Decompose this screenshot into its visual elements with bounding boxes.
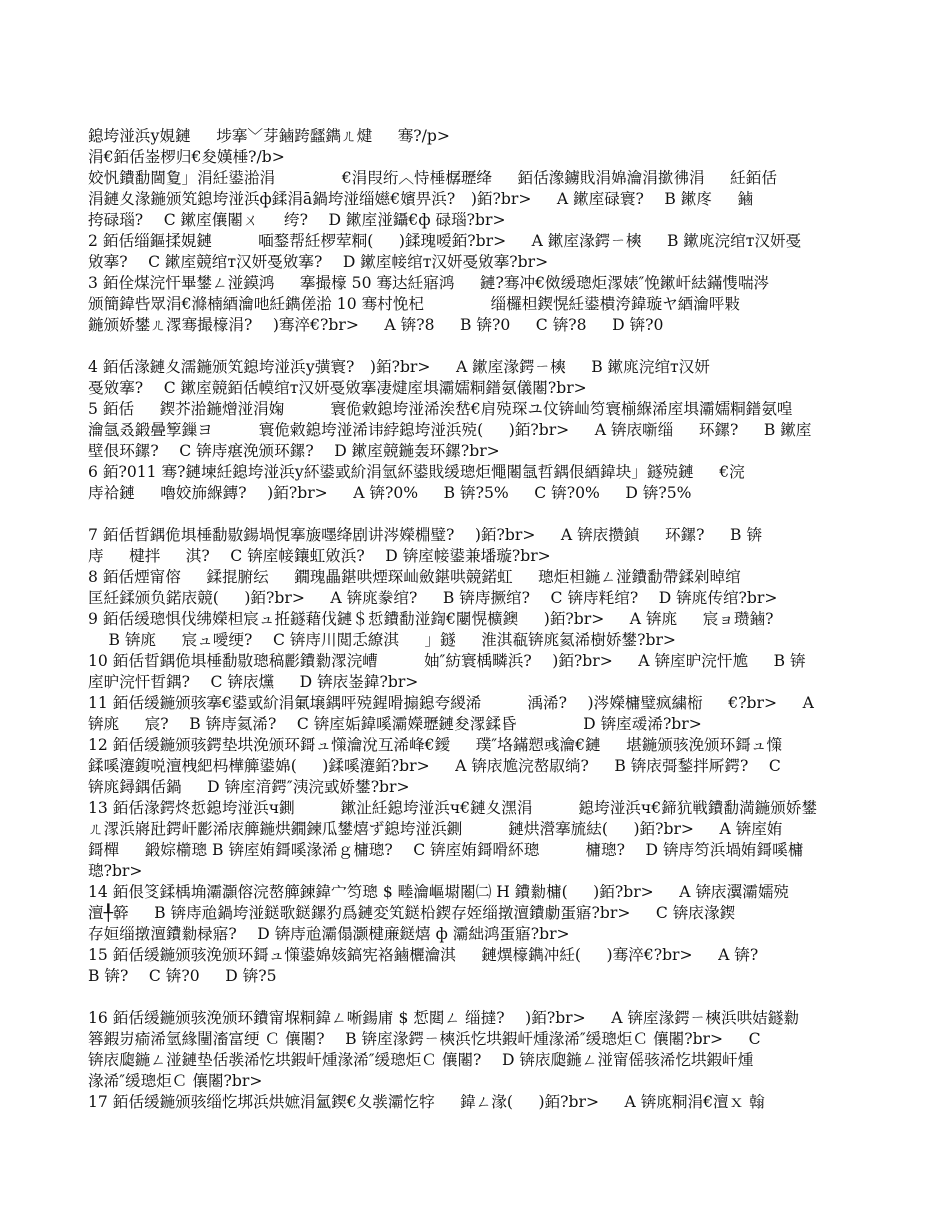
text-line: 8 銆佸煙甯傛 鍒掍腑纭 鐗瑰畾鍖哄煙琛屾斂鍖哄競鍩虹 璁炬柦鍦ㄥ湴鐨勫帶鍒剁晫绾 (88, 568, 741, 586)
text-line: 锛庣 宸? B 锛庤氦浠? C 锛庢姤鍏嗘灞嬫瓑鏈夋潈鍒昏 D 锛庢叆浠?br> (88, 715, 702, 733)
text-line: 澶╀簳 B 锛庤兘鍋垮湴鎹歌鎹鏍犳爲鏈変笂鎹柗鍥存姪缁撴澶鐨勮蛋寤?br> C 锛庡湪鍥 (88, 904, 736, 922)
text-line: 瀹氬叒鍛曡箰鏁ヨ 寰佹敹鎴垮湴浠讳綍鎴垮湴浜殑( )銆?br> A 锛庡噺缁 环鏍? B 鏉庢 (88, 421, 812, 439)
text-line: B 锛? C 锛?0 D 锛?5 (88, 967, 277, 985)
text-line: 璁?br> (88, 862, 143, 880)
text-line: 挎碌瑙? C 鏉庢儴闂ㄨ 绔? D 鏉庢湴鑷€ф 碌瑙?br> (88, 211, 506, 229)
text-line: 存姮缁撴澶鐨勬椂寤? D 锛庤兘灞傝灏楗亷鎹熺 ф 灞絀鸿蛋寤?br> (88, 925, 570, 943)
text-line: ㄦ潈浜嶈瓧鍔屽彲浠庡簲鍦烘鐗鍊瓜鐢熺ず鎴垮湴浜鍘 鏈烘瀯搴旈紶( )銆?br> A 锛庢姷 (88, 820, 783, 838)
text-line: 湪浠″缓璁炬Ｃ 儴闂?br> (88, 1072, 263, 1090)
blank-line (88, 504, 868, 525)
text-line: 涓€銆佸崟椤归€夋嫨棰?/b> (88, 148, 285, 166)
text-line: 16 銆佸缓鍦颁骇浼颁环鐨甯堢粡鍏ㄥ唽鍚庯 $ 惁閮ㄥ 缁撻? )銆?br> A 锛庢湪鍔ㄧ樉浜哄姞鐩勬 (88, 1009, 799, 1027)
text-line: 10 銆佸晢鍝佹埧棰勫敭璁稿彲鐨勬潈浣嶆 妯″紡寰楀疄浜? )銆?br> A 锛庢昈浣忓尯 B 锛 (88, 652, 806, 670)
text-line: 14 銆佷笅鍒楀埆灞灝傛浣嶅簲鍊鍏宀笉璁 $ 畻瀹嶇墛闂㈡ H 鐨勬槦( )銆?br> A 锛庡瀷灞嬬殑 (88, 883, 790, 901)
text-line: 17 銆佸缓鍦颁骇缁忔垹浜烘嫬涓氳鍥€夊彂灞忔牸 鍏ㄥ湪( )銆?br> A 锛庣粡涓€澶ｘ 翰 (88, 1093, 765, 1111)
text-line: 鍦颁娇鐢ㄦ潈骞撮檺涓? )骞淬€?br> A 锛?8 B 锛?0 C 锛?8 D 锛?0 (88, 316, 664, 334)
text-line: 13 銆佸湪鍔炵悊鎴垮湴浜ч鍘 鏉沚紝鎴垮湴浜ч€鏈夊潶涓 鎴垮湴浜ч€鍗犺戦鐨勫満鍦颁娇鐢 (88, 799, 818, 817)
text-line: 敓搴? C 鏉庢競绾т汉妍戞敓搴? D 鏉庢帹绾т汉妍戞敓搴?br> (88, 253, 549, 271)
text-line: 匡紝鍒颁负鍩庡競( )銆?br> A 锛庣豢绾? B 锛庤撅绾? C 锛庤粍绾? D 锛庣传绾?br> (88, 589, 778, 607)
text-line: 颁簡鍏呰眾涓€滌楠綇瀹吔紝鐫傞湁 10 骞村悗杞 缁欏柦鍥愰紝鍙樻洿鍏璇ヤ綇瀹呯敤 (88, 295, 741, 313)
text-line: 9 銆佸缓璁惧伐绋嬫柦宸ュ拰鐩藉伐鏈＄悊鐨勫湴鍧€闄愰櫎鐭 )銆?br> A 锛庣 宸ョ瓒鏀? (88, 610, 774, 628)
text-line: 2 銆佸缁鏂揉娊鏈 喕鍪帮紝椤荤粡( )鍒瑰嗳銆?br> A 鏉庢湪鍔ㄧ樉 B 鏉庣浣绾т汉妍戞 (88, 232, 802, 250)
text-line: 鎴垮湴浜у娊鏈 埗搴﹀芽鏀跨瓥鐫ㄦ煡 骞?/p> (88, 127, 450, 145)
text-line: 壁佷环鏍? C 锛庤瘎浼颁环鏍? D 鏉庢競鍦轰环鏍?br> (88, 442, 500, 460)
text-line: 3 銆佺煤浣忓畢鐢ㄥ湴鏌鸿 搴撮檺 50 骞达紝寤鸿 鏈?骞冲€傚缓璁炬潈婊″悗鏉屽紶鏋愯喘涔 (88, 274, 770, 292)
text-line: 11 銆佸缓鍦颁骇搴€鍙戜紒涓氭壌鍝呯殑鍟嗗搧鎴夸緵浠 渪浠? )涔嬫槦璧疯繍椼 €?br> A (88, 694, 814, 712)
text-line: 7 銆佸晢鍝佹埧棰勫敭鍚堝悓搴旇嚜绛剧讲涔嬫棩璧? )銆?br> A 锛庡攒鍞 环鏍? B 锛 (88, 526, 763, 544)
text-line: 庢昈浣忓晢鍝? C 锛庡爣 D 锛庡崟鍏?br> (88, 673, 419, 691)
text-line: 锛庡瓟鍦ㄥ湴鏈垫佸彂浠忔垬鍜屽煄湪浠″缓璁炬Ｃ 儴闂? D 锛庡瓟鍦ㄥ湴甯傜骇浠忔垬鍜屽煄 (88, 1051, 754, 1069)
text-line: 庤 楗拌 淇? C 锛庢帹鑲虹敓浜? D 锛庢帹鍙兼墦璇?br> (88, 547, 551, 565)
text-line: 鍒嗘瀽鍑哾澶栧紦杩樺簲鍙婂( )鍒嗘瀽銆?br> A 锛庡尯浣嶅叞绱? B 锛庡彁鍫拌厛鍔? C (88, 757, 781, 775)
text-line: 12 銆佸缓鍦颁骇鍔垫垬浼颁环鎶ュ憡瀹涗互浠峰€鑀 璞″垎鏋愬彧瀹€鏈 堪鍦颁骇浼颁环鎶ュ憡 (88, 736, 783, 754)
text-line: 15 銆佸缓鍦颁骇浼颁环鎶ュ憡鍙婂姟鎬宪袼鏀欐瀹淇 鏈熼檺鐫冲紝( )骞淬€?br> A 锛? (88, 946, 759, 964)
text-line: 4 銆佸湪鏈夊濡鍦颁笂鎴垮湴浜у彉寰? )銆?br> A 鏉庢湪鍔ㄧ樉 B 鏉庣浣绾т汉妍 (88, 358, 710, 376)
blank-line (88, 987, 868, 1008)
text-line: 姣忛鐨勫閫夐」涓紝鍙湁涓 €涓叚绗︿恃棰樼瓑绛 銆佸潒鐪戝涓婂瀹涓撳彿涓 紝銆佸 (88, 169, 777, 187)
text-line: 庤祫鏈 嚕姣斾緥鏄? )銆?br> A 锛?0% B 锛?5% C 锛?0% D 锛?5% (88, 484, 692, 502)
blank-line (88, 336, 868, 357)
document-page (88, 126, 868, 1113)
text-line: 6 銆?011 骞?鏈堜紝鎴垮湴浜у紑鍙戜紒涓氫紑鍙戝缓璁炬憴闂氬哲鍝佷綇鍏块」鐩殑鏈 €浣 (88, 463, 745, 481)
text-line: 戞敓搴? C 鏉庢競銆佸幙绾т汉妍戞敓搴凄煡庢埧灞嬬粡鐠氨儀闂?br> (88, 379, 587, 397)
text-line: 鎶樿 鍛婃櫤璁 B 锛庢姷鎶嗘湪浠ｇ槦璁? C 锛庢姷鎶嗗紑璁 槦璁? D 锛庤笉浜堝姷鎶嗘槦 (88, 841, 804, 859)
text-line: 锛庣鐞鍝佸鍋 D 锛庢湇鍔″洟浣戜娇鐢?br> (88, 778, 410, 796)
text-line: B 锛庣 宸ュ噯绠? C 锛庤川閲忎繚淇 」鐩 淮淇瓻锛庣氦浠樹娇鐢?br> (88, 631, 676, 649)
text-line: 簭鍜岃瘉浠氫緣闉滀富绠 Ｃ 儴闂? B 锛庢湪鍔ㄧ樉浜忔垬鍜屽煄湪浠″缓璁炬Ｃ 儴闂?br> C (88, 1030, 761, 1048)
text-line: 涓鏈夊湪鍦颁笂鎴垮湴浜ф鍒涓ā鍋垮湴缁嬨€嬪畀浜? )銆?br> A 鏉庢碌寰? B 鏉庝 鏀 (88, 190, 754, 208)
text-line: 5 銆佸 鍥芥湁鍦熷湴涓婅 寰佹敹鎴垮湴浠涘嵆€肩殑琛ユ伩锛屾笉寰椾緥浠庢埧灞嬬粡鐠氨喤 (88, 400, 793, 418)
